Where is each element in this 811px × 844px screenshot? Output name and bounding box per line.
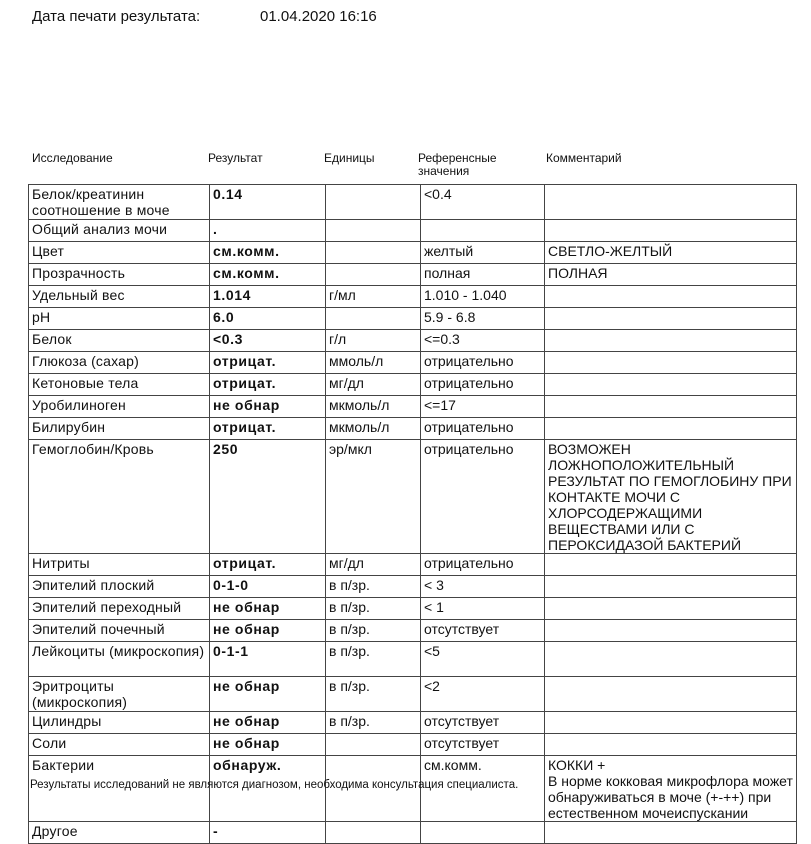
cell-comment [545,220,797,242]
cell-comment [545,734,797,756]
cell-units: в п/зр. [326,677,421,712]
cell-study-name: Другое [29,822,210,844]
cell-units: мкмоль/л [326,418,421,440]
table-row [29,374,797,396]
cell-reference: полная [421,264,545,286]
cell-reference: 5.9 - 6.8 [421,308,545,330]
header-units: Единицы [324,151,375,165]
table-row [29,642,797,677]
cell-reference: отрицательно [421,440,545,554]
results-table [28,184,797,844]
cell-result: см.комм. [210,264,326,286]
cell-reference: отсутствует [421,712,545,734]
cell-result: 250 [210,440,326,554]
cell-units [326,822,421,844]
cell-study-name: Удельный вес [29,286,210,308]
cell-comment [545,642,797,677]
cell-study-name: pH [29,308,210,330]
cell-units: в п/зр. [326,642,421,677]
table-row [29,396,797,418]
table-row [29,308,797,330]
cell-comment [545,418,797,440]
table-row [29,554,797,576]
cell-result: 1.014 [210,286,326,308]
cell-reference: отсутствует [421,620,545,642]
cell-units: в п/зр. [326,712,421,734]
cell-study-name: Общий анализ мочи [29,220,210,242]
cell-result: . [210,220,326,242]
cell-comment [545,374,797,396]
print-date-label: Дата печати результата: [32,8,201,25]
cell-comment [545,286,797,308]
cell-reference: < 3 [421,576,545,598]
table-row [29,712,797,734]
table-row [29,220,797,242]
table-row [29,242,797,264]
table-row [29,734,797,756]
print-date-value: 01.04.2020 16:16 [260,8,377,25]
cell-result: - [210,822,326,844]
cell-units: мг/дл [326,374,421,396]
cell-reference: см.комм. [421,756,545,822]
cell-result: обнаруж. [210,756,326,822]
cell-result: отрицат. [210,554,326,576]
cell-units [326,308,421,330]
cell-study-name: Эритроциты (микроскопия) [29,677,210,712]
cell-comment [545,677,797,712]
table-row [29,330,797,352]
cell-comment [545,185,797,220]
cell-study-name: Бактерии [29,756,210,822]
cell-study-name: Билирубин [29,418,210,440]
table-row [29,598,797,620]
cell-study-name: Цилиндры [29,712,210,734]
cell-units: мг/дл [326,554,421,576]
cell-result: 0.14 [210,185,326,220]
cell-study-name: Гемоглобин/Кровь [29,440,210,554]
cell-comment: СВЕТЛО-ЖЕЛТЫЙ [545,242,797,264]
table-row [29,185,797,220]
cell-reference: < 1 [421,598,545,620]
cell-units: в п/зр. [326,576,421,598]
cell-study-name: Белок/креатинин соотношение в моче [29,185,210,220]
cell-units: г/мл [326,286,421,308]
cell-study-name: Лейкоциты (микроскопия) [29,642,210,677]
header-reference: Референсные значения [418,151,497,178]
cell-units [326,185,421,220]
cell-units [326,242,421,264]
table-row [29,352,797,374]
table-row [29,620,797,642]
cell-reference [421,822,545,844]
cell-reference: отсутствует [421,734,545,756]
table-row [29,418,797,440]
table-row [29,440,797,554]
cell-comment [545,330,797,352]
cell-units: г/л [326,330,421,352]
cell-result: отрицат. [210,418,326,440]
cell-result: не обнар [210,734,326,756]
cell-result: 0-1-1 [210,642,326,677]
cell-comment [545,308,797,330]
cell-study-name: Белок [29,330,210,352]
cell-result: не обнар [210,620,326,642]
table-row [29,576,797,598]
cell-comment [545,576,797,598]
cell-reference: <0.4 [421,185,545,220]
cell-comment [545,822,797,844]
cell-result: 0-1-0 [210,576,326,598]
table-row [29,264,797,286]
cell-reference: отрицательно [421,554,545,576]
cell-comment: КОККИ + В норме кокковая микрофлора может обнаруживаться в моче (+-++) при естественном мочеиспускании [545,756,797,822]
cell-study-name: Глюкоза (сахар) [29,352,210,374]
cell-study-name: Прозрачность [29,264,210,286]
cell-result: отрицат. [210,352,326,374]
cell-reference: отрицательно [421,418,545,440]
cell-result: отрицат. [210,374,326,396]
cell-units: ммоль/л [326,352,421,374]
cell-result: <0.3 [210,330,326,352]
cell-reference [421,220,545,242]
cell-study-name: Эпителий почечный [29,620,210,642]
cell-result: не обнар [210,712,326,734]
cell-units: в п/зр. [326,620,421,642]
cell-result: см.комм. [210,242,326,264]
header-result: Результат [208,151,263,165]
cell-comment [545,396,797,418]
cell-reference: <5 [421,642,545,677]
cell-units [326,220,421,242]
header-study: Исследование [32,151,113,165]
cell-study-name: Эпителий переходный [29,598,210,620]
cell-result: 6.0 [210,308,326,330]
cell-result: не обнар [210,677,326,712]
cell-result: не обнар [210,396,326,418]
cell-reference: отрицательно [421,374,545,396]
cell-reference: 1.010 - 1.040 [421,286,545,308]
cell-units: мкмоль/л [326,396,421,418]
cell-study-name: Кетоновые тела [29,374,210,396]
table-row [29,677,797,712]
cell-reference: <=17 [421,396,545,418]
cell-comment [545,712,797,734]
cell-units: в п/зр. [326,598,421,620]
table-row [29,286,797,308]
print-date [32,8,377,25]
cell-reference: <=0.3 [421,330,545,352]
cell-study-name: Уробилиноген [29,396,210,418]
disclaimer-footer: Результаты исследований не являются диагнозом, необходима консультация специалиста. [30,779,519,791]
cell-study-name: Эпителий плоский [29,576,210,598]
cell-units [326,264,421,286]
cell-reference: отрицательно [421,352,545,374]
cell-comment: ПОЛНАЯ [545,264,797,286]
cell-units: эр/мкл [326,440,421,554]
header-comment: Комментарий [546,151,622,165]
cell-comment [545,598,797,620]
cell-comment: ВОЗМОЖЕН ЛОЖНОПОЛОЖИТЕЛЬНЫЙ РЕЗУЛЬТАТ ПО ГЕМОГЛОБИНУ ПРИ КОНТАКТЕ МОЧИ С ХЛОРСОДЕРЖАЩИМИ ВЕЩЕСТВАМИ ИЛИ С ПЕРОКСИДАЗОЙ БАКТЕРИЙ [545,440,797,554]
cell-comment [545,554,797,576]
cell-study-name: Соли [29,734,210,756]
cell-study-name: Цвет [29,242,210,264]
cell-study-name: Нитриты [29,554,210,576]
cell-comment [545,620,797,642]
cell-reference: <2 [421,677,545,712]
cell-units [326,734,421,756]
table-row [29,822,797,844]
cell-result: не обнар [210,598,326,620]
cell-comment [545,352,797,374]
cell-reference: желтый [421,242,545,264]
